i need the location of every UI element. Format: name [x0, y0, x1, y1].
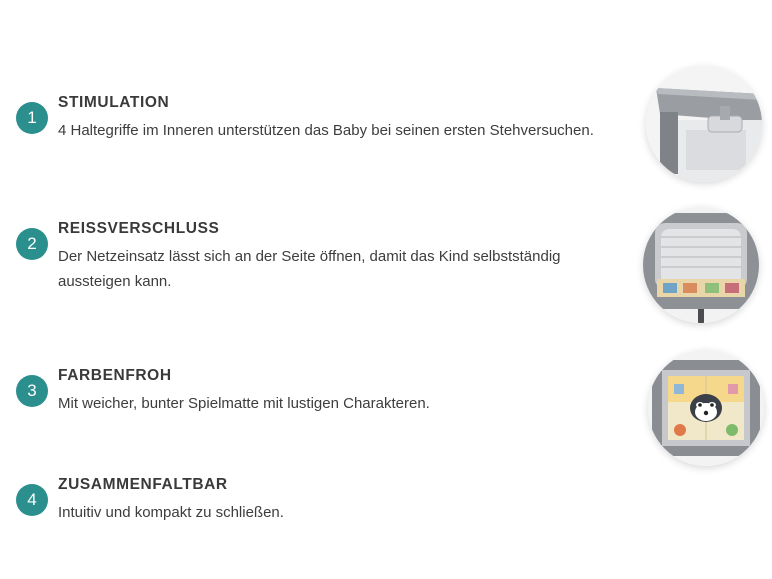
step-number-badge: 1: [16, 102, 48, 134]
feature-title: REISSVERSCHLUSS: [58, 220, 220, 237]
step-number-badge: 3: [16, 375, 48, 407]
feature-description: Intuitiv und kompakt zu schließen.: [58, 504, 284, 521]
feature-description: Mit weicher, bunter Spielmatte mit lustigen Charakteren.: [58, 395, 430, 412]
feature-title: STIMULATION: [58, 94, 170, 111]
step-number-badge: 2: [16, 228, 48, 260]
feature-title: FARBENFROH: [58, 367, 172, 384]
feature-description: Der Netzeinsatz lässt sich an der Seite öffnen, damit das Kind selbstständig aussteigen kann.: [58, 248, 561, 290]
playpen-corner-handle-photo: [646, 66, 762, 182]
playpen-zipper-side-photo: [643, 207, 759, 323]
playpen-colorful-mat-photo: [648, 350, 764, 466]
feature-title: ZUSAMMENFALTBAR: [58, 476, 228, 493]
step-number-badge: 4: [16, 484, 48, 516]
feature-description: 4 Haltegriffe im Inneren unterstützen das Baby bei seinen ersten Stehversuchen.: [58, 122, 594, 139]
